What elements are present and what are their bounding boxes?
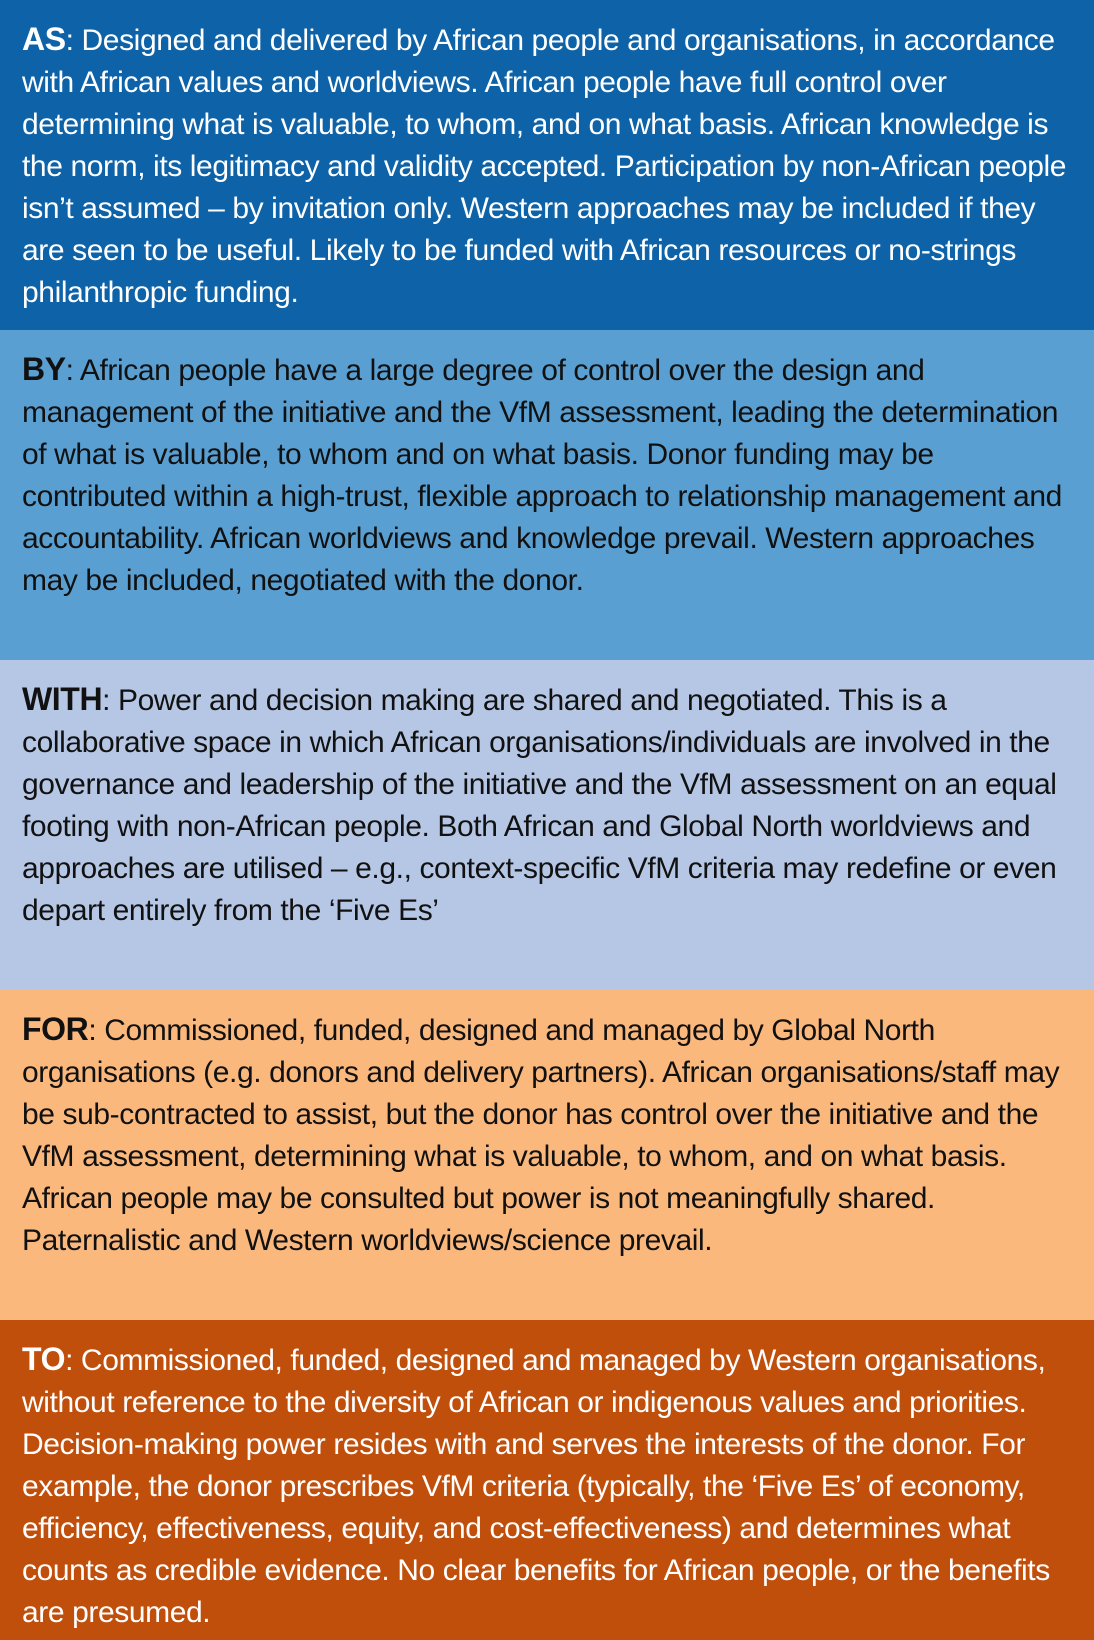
- block-with-key: WITH: [22, 681, 103, 717]
- block-to: [0, 1320, 1094, 1640]
- block-as: [0, 0, 1094, 330]
- block-to-text: : Commissioned, funded, designed and managed by Western organisations, without reference to the diversity of African or indigenous values and priorities. Decision-making power resides with and serves the interests of the donor. For example, the donor prescribes VfM criteria (typically, the ‘Five Es’ of economy, efficiency, effectiveness, equity, and cost-effectiveness) and determines what counts as credible evidence. No clear benefits for African people, or the benefits are presumed.: [22, 1344, 1050, 1629]
- block-by-key: BY: [22, 351, 66, 387]
- block-as-key: AS: [22, 21, 66, 57]
- block-to-key: TO: [22, 1341, 66, 1377]
- block-with: [0, 660, 1094, 990]
- block-for: [0, 990, 1094, 1320]
- block-as-text: : Designed and delivered by African people and organisations, in accordance with African values and worldviews. African people have full control over determining what is valuable, to whom, and on what basis. African knowledge is the norm, its legitimacy and validity accepted. Participation by non-African people isn’t assumed – by invitation only. Western approaches may be included if they are seen to be useful. Likely to be funded with African resources or no-strings philanthropic funding.: [22, 24, 1067, 309]
- block-for-key: FOR: [22, 1011, 89, 1047]
- block-with-text: : Power and decision making are shared and negotiated. This is a collaborative space in which African organisations/individuals are involved in the governance and leadership of the initiative and the VfM assessment on an equal footing with non-African people. Both African and Global North worldviews and approaches are utilised – e.g., context-specific VfM criteria may redefine or even depart entirely from the ‘Five Es’: [22, 684, 1057, 927]
- block-by: [0, 330, 1094, 660]
- block-by-text: : African people have a large degree of control over the design and management of the initiative and the VfM assessment, leading the determination of what is valuable, to whom and on what basis. Donor funding may be contributed within a high-trust, flexible approach to relationship management and accountability. African worldviews and knowledge prevail. Western approaches may be included, negotiated with the donor.: [22, 354, 1062, 597]
- block-for-text: : Commissioned, funded, designed and managed by Global North organisations (e.g. donors and delivery partners). African organisations/staff may be sub-contracted to assist, but the donor has control over the initiative and the VfM assessment, determining what is valuable, to whom, and on what basis. African people may be consulted but power is not meaningfully shared. Paternalistic and Western worldviews/science prevail.: [22, 1014, 1060, 1257]
